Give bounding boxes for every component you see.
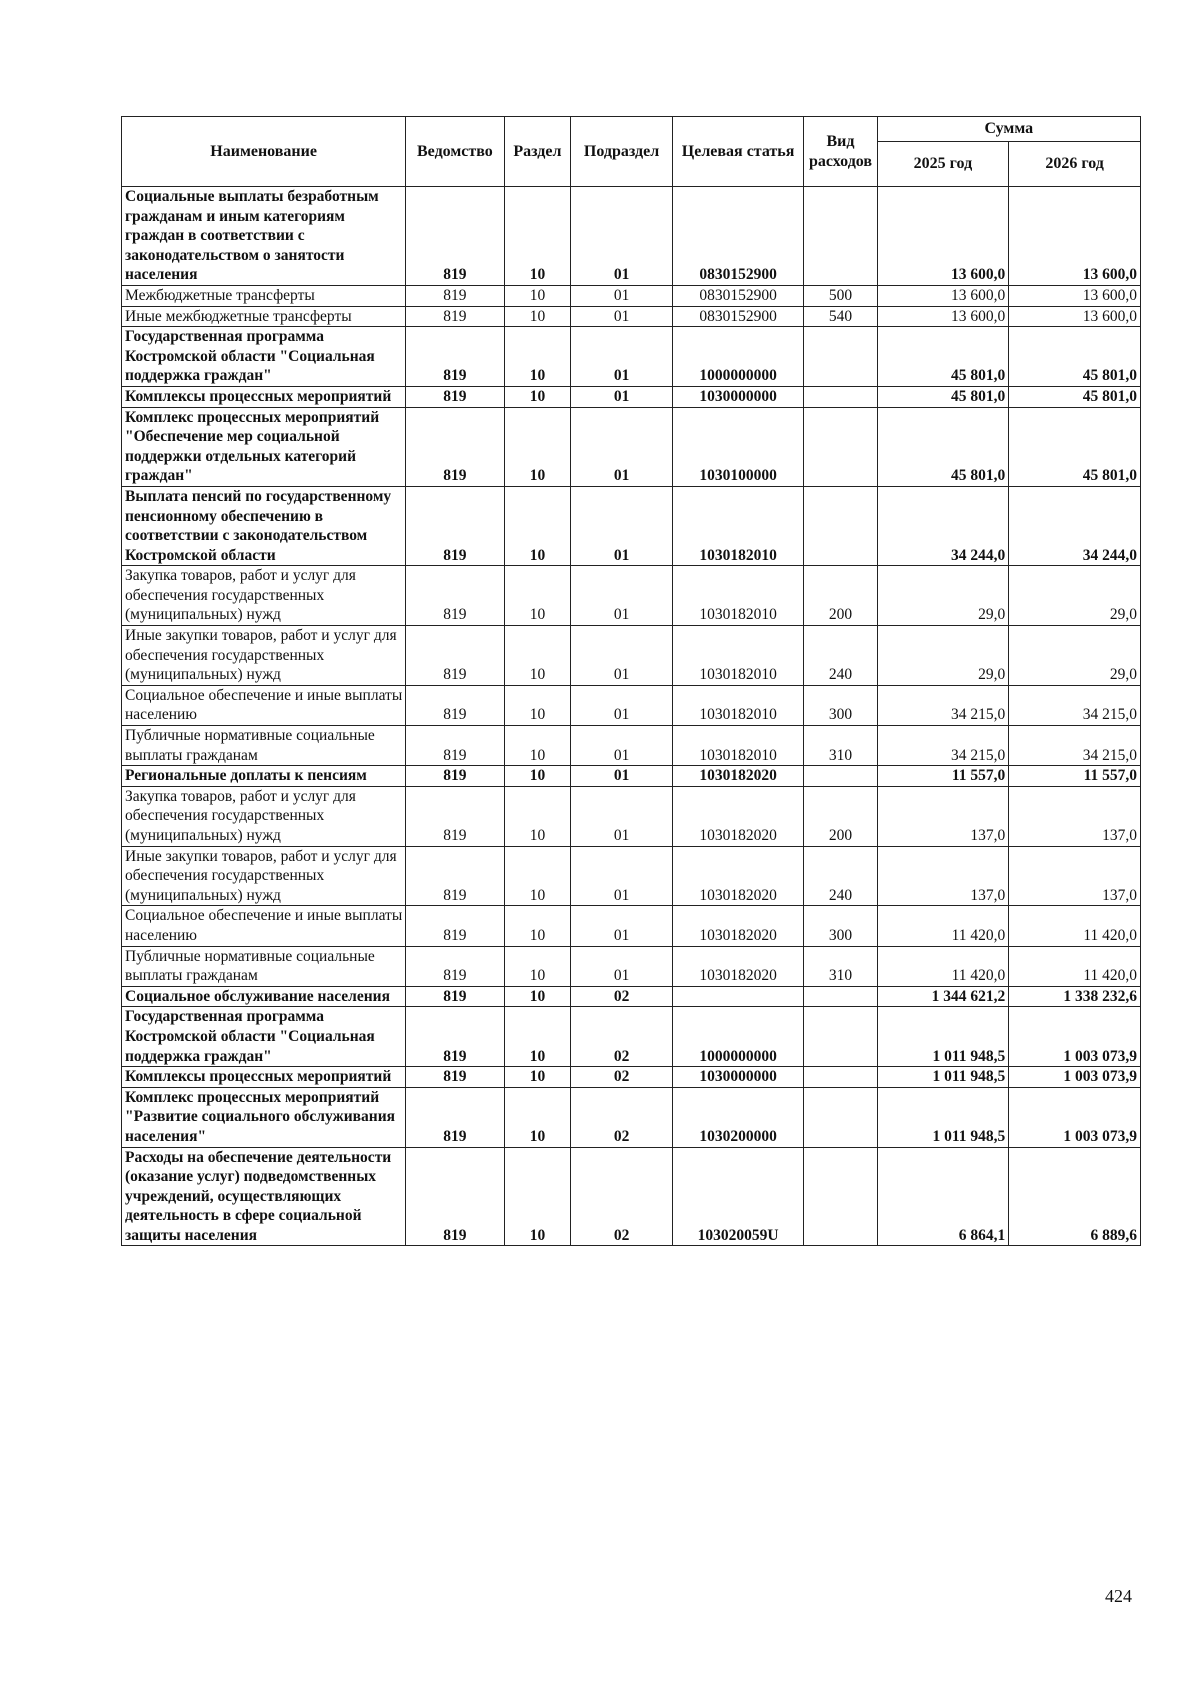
table-row	[122, 626, 1141, 686]
row-name: Региональные доплаты к пенсиям	[122, 766, 406, 787]
table-row	[122, 486, 1141, 565]
row-department: 819	[406, 986, 504, 1007]
row-amount-2025: 45 801,0	[877, 386, 1009, 407]
row-amount-2026: 1 003 073,9	[1009, 1067, 1141, 1088]
row-subsection: 01	[571, 386, 672, 407]
table-row	[122, 386, 1141, 407]
row-expense-type: 240	[804, 626, 877, 686]
row-section: 10	[504, 486, 571, 565]
table-row	[122, 846, 1141, 906]
table-row	[122, 306, 1141, 327]
table-header	[122, 117, 1141, 187]
row-target: 103020059U	[672, 1147, 804, 1246]
row-target: 1030182010	[672, 685, 804, 725]
row-target: 1030182010	[672, 726, 804, 766]
row-section: 10	[504, 906, 571, 946]
row-subsection: 01	[571, 306, 672, 327]
row-section: 10	[504, 846, 571, 906]
row-section: 10	[504, 566, 571, 626]
row-name: Социальные выплаты безработным гражданам и иным категориям граждан в соответствии с законодательством о занятости населения	[122, 187, 406, 286]
row-subsection: 01	[571, 846, 672, 906]
row-department: 819	[406, 685, 504, 725]
row-section: 10	[504, 327, 571, 387]
row-subsection: 01	[571, 486, 672, 565]
row-target: 1030182010	[672, 626, 804, 686]
row-name: Иные закупки товаров, работ и услуг для обеспечения государственных (муниципальных) нужд	[122, 626, 406, 686]
header-name: Наименование	[122, 117, 406, 187]
row-name: Социальное обеспечение и иные выплаты населению	[122, 685, 406, 725]
row-amount-2025: 34 215,0	[877, 726, 1009, 766]
table-row	[122, 766, 1141, 787]
row-department: 819	[406, 386, 504, 407]
row-subsection: 01	[571, 566, 672, 626]
row-section: 10	[504, 786, 571, 846]
row-department: 819	[406, 846, 504, 906]
row-department: 819	[406, 285, 504, 306]
row-name: Комплексы процессных мероприятий	[122, 1067, 406, 1088]
table-row	[122, 685, 1141, 725]
row-amount-2026: 34 215,0	[1009, 726, 1141, 766]
row-target: 1030000000	[672, 1067, 804, 1088]
row-subsection: 01	[571, 946, 672, 986]
row-amount-2026: 137,0	[1009, 786, 1141, 846]
row-section: 10	[504, 1067, 571, 1088]
row-amount-2025: 1 011 948,5	[877, 1067, 1009, 1088]
row-target: 1030182020	[672, 786, 804, 846]
row-target: 1000000000	[672, 327, 804, 387]
row-expense-type	[804, 1007, 877, 1067]
row-section: 10	[504, 986, 571, 1007]
row-name: Иные закупки товаров, работ и услуг для обеспечения государственных (муниципальных) нужд	[122, 846, 406, 906]
row-amount-2025: 13 600,0	[877, 187, 1009, 286]
row-target: 0830152900	[672, 285, 804, 306]
row-department: 819	[406, 1147, 504, 1246]
row-expense-type: 200	[804, 566, 877, 626]
row-name: Закупка товаров, работ и услуг для обеспечения государственных (муниципальных) нужд	[122, 566, 406, 626]
row-amount-2025: 34 215,0	[877, 685, 1009, 725]
table-row	[122, 187, 1141, 286]
row-subsection: 02	[571, 1087, 672, 1147]
row-subsection: 01	[571, 187, 672, 286]
row-subsection: 01	[571, 407, 672, 486]
header-year-2025: 2025 год	[877, 142, 1009, 187]
row-department: 819	[406, 786, 504, 846]
row-expense-type	[804, 407, 877, 486]
row-amount-2025: 45 801,0	[877, 407, 1009, 486]
row-expense-type: 310	[804, 726, 877, 766]
row-department: 819	[406, 327, 504, 387]
row-name: Выплата пенсий по государственному пенсионному обеспечению в соответствии с законодательством Костромской области	[122, 486, 406, 565]
row-subsection: 01	[571, 786, 672, 846]
row-name: Межбюджетные трансферты	[122, 285, 406, 306]
row-amount-2025: 11 557,0	[877, 766, 1009, 787]
row-subsection: 01	[571, 766, 672, 787]
table-row	[122, 786, 1141, 846]
row-subsection: 01	[571, 327, 672, 387]
row-department: 819	[406, 566, 504, 626]
table-row	[122, 407, 1141, 486]
row-department: 819	[406, 486, 504, 565]
row-target: 1030000000	[672, 386, 804, 407]
row-subsection: 01	[571, 726, 672, 766]
row-amount-2025: 137,0	[877, 786, 1009, 846]
header-year-2026: 2026 год	[1009, 142, 1141, 187]
row-target: 1030182020	[672, 766, 804, 787]
row-target: 1030182010	[672, 486, 804, 565]
table-row	[122, 1087, 1141, 1147]
row-amount-2026: 1 338 232,6	[1009, 986, 1141, 1007]
table-row	[122, 986, 1141, 1007]
row-amount-2026: 6 889,6	[1009, 1147, 1141, 1246]
row-target: 1030182020	[672, 906, 804, 946]
row-amount-2025: 11 420,0	[877, 946, 1009, 986]
row-amount-2025: 29,0	[877, 566, 1009, 626]
row-amount-2025: 13 600,0	[877, 306, 1009, 327]
row-department: 819	[406, 626, 504, 686]
row-section: 10	[504, 386, 571, 407]
row-target: 1030182020	[672, 846, 804, 906]
header-expense-type: Вид расходов	[804, 117, 877, 187]
row-amount-2025: 6 864,1	[877, 1147, 1009, 1246]
row-expense-type	[804, 386, 877, 407]
row-amount-2026: 34 215,0	[1009, 685, 1141, 725]
row-target: 1030182020	[672, 946, 804, 986]
row-expense-type: 500	[804, 285, 877, 306]
row-target: 1030200000	[672, 1087, 804, 1147]
row-expense-type	[804, 486, 877, 565]
row-target: 1030100000	[672, 407, 804, 486]
row-amount-2026: 137,0	[1009, 846, 1141, 906]
header-sum: Сумма	[877, 117, 1140, 142]
row-expense-type	[804, 1147, 877, 1246]
row-section: 10	[504, 187, 571, 286]
row-section: 10	[504, 1147, 571, 1246]
row-name: Государственная программа Костромской области "Социальная поддержка граждан"	[122, 327, 406, 387]
row-name: Публичные нормативные социальные выплаты гражданам	[122, 726, 406, 766]
row-section: 10	[504, 626, 571, 686]
table-row	[122, 1067, 1141, 1088]
row-section: 10	[504, 766, 571, 787]
row-amount-2025: 1 011 948,5	[877, 1007, 1009, 1067]
row-amount-2026: 29,0	[1009, 626, 1141, 686]
row-amount-2025: 34 244,0	[877, 486, 1009, 565]
row-amount-2026: 1 003 073,9	[1009, 1007, 1141, 1067]
row-department: 819	[406, 306, 504, 327]
row-amount-2025: 1 344 621,2	[877, 986, 1009, 1007]
row-amount-2025: 29,0	[877, 626, 1009, 686]
row-department: 819	[406, 407, 504, 486]
row-amount-2026: 13 600,0	[1009, 187, 1141, 286]
row-name: Комплекс процессных мероприятий "Развитие социального обслуживания населения"	[122, 1087, 406, 1147]
table-row	[122, 285, 1141, 306]
row-name: Расходы на обеспечение деятельности (оказание услуг) подведомственных учреждений, осуществляющих деятельность в сфере социальной защиты населения	[122, 1147, 406, 1246]
header-target: Целевая статья	[672, 117, 804, 187]
row-name: Социальное обслуживание населения	[122, 986, 406, 1007]
row-department: 819	[406, 1067, 504, 1088]
page-number: 424	[1105, 1586, 1132, 1606]
row-amount-2026: 13 600,0	[1009, 306, 1141, 327]
row-target: 0830152900	[672, 306, 804, 327]
row-department: 819	[406, 906, 504, 946]
budget-table	[121, 116, 1141, 1246]
header-section: Раздел	[504, 117, 571, 187]
row-expense-type: 200	[804, 786, 877, 846]
row-section: 10	[504, 946, 571, 986]
row-department: 819	[406, 726, 504, 766]
row-expense-type	[804, 187, 877, 286]
row-name: Государственная программа Костромской области "Социальная поддержка граждан"	[122, 1007, 406, 1067]
row-department: 819	[406, 1007, 504, 1067]
row-amount-2025: 45 801,0	[877, 327, 1009, 387]
row-expense-type	[804, 986, 877, 1007]
row-amount-2026: 13 600,0	[1009, 285, 1141, 306]
row-section: 10	[504, 1007, 571, 1067]
header-department: Ведомство	[406, 117, 504, 187]
row-target	[672, 986, 804, 1007]
row-amount-2026: 45 801,0	[1009, 327, 1141, 387]
row-name: Комплекс процессных мероприятий "Обеспечение мер социальной поддержки отдельных категорий граждан"	[122, 407, 406, 486]
row-amount-2026: 11 420,0	[1009, 906, 1141, 946]
row-target: 1000000000	[672, 1007, 804, 1067]
row-expense-type	[804, 1087, 877, 1147]
row-expense-type: 300	[804, 685, 877, 725]
table-row	[122, 946, 1141, 986]
row-subsection: 01	[571, 626, 672, 686]
row-subsection: 01	[571, 685, 672, 725]
row-amount-2026: 45 801,0	[1009, 407, 1141, 486]
row-amount-2026: 34 244,0	[1009, 486, 1141, 565]
row-subsection: 01	[571, 285, 672, 306]
row-target: 0830152900	[672, 187, 804, 286]
row-expense-type	[804, 766, 877, 787]
row-department: 819	[406, 766, 504, 787]
table-row	[122, 726, 1141, 766]
row-target: 1030182010	[672, 566, 804, 626]
row-name: Публичные нормативные социальные выплаты гражданам	[122, 946, 406, 986]
row-section: 10	[504, 685, 571, 725]
row-expense-type: 310	[804, 946, 877, 986]
table-body	[122, 187, 1141, 1246]
row-department: 819	[406, 187, 504, 286]
row-subsection: 02	[571, 1007, 672, 1067]
row-amount-2026: 11 557,0	[1009, 766, 1141, 787]
row-expense-type	[804, 327, 877, 387]
row-department: 819	[406, 946, 504, 986]
row-amount-2026: 1 003 073,9	[1009, 1087, 1141, 1147]
row-subsection: 02	[571, 1147, 672, 1246]
header-subsection: Подраздел	[571, 117, 672, 187]
row-amount-2025: 13 600,0	[877, 285, 1009, 306]
row-section: 10	[504, 407, 571, 486]
row-subsection: 01	[571, 906, 672, 946]
row-section: 10	[504, 726, 571, 766]
table-row	[122, 1147, 1141, 1246]
row-department: 819	[406, 1087, 504, 1147]
row-subsection: 02	[571, 986, 672, 1007]
row-amount-2025: 137,0	[877, 846, 1009, 906]
row-expense-type: 240	[804, 846, 877, 906]
row-expense-type	[804, 1067, 877, 1088]
row-amount-2025: 1 011 948,5	[877, 1087, 1009, 1147]
row-amount-2026: 45 801,0	[1009, 386, 1141, 407]
row-name: Комплексы процессных мероприятий	[122, 386, 406, 407]
row-name: Социальное обеспечение и иные выплаты населению	[122, 906, 406, 946]
row-expense-type: 540	[804, 306, 877, 327]
row-subsection: 02	[571, 1067, 672, 1088]
row-amount-2026: 29,0	[1009, 566, 1141, 626]
row-expense-type: 300	[804, 906, 877, 946]
row-section: 10	[504, 1087, 571, 1147]
table-row	[122, 1007, 1141, 1067]
table-row	[122, 566, 1141, 626]
row-name: Иные межбюджетные трансферты	[122, 306, 406, 327]
row-section: 10	[504, 285, 571, 306]
row-amount-2025: 11 420,0	[877, 906, 1009, 946]
table-row	[122, 906, 1141, 946]
table-row	[122, 327, 1141, 387]
row-name: Закупка товаров, работ и услуг для обеспечения государственных (муниципальных) нужд	[122, 786, 406, 846]
row-section: 10	[504, 306, 571, 327]
row-amount-2026: 11 420,0	[1009, 946, 1141, 986]
